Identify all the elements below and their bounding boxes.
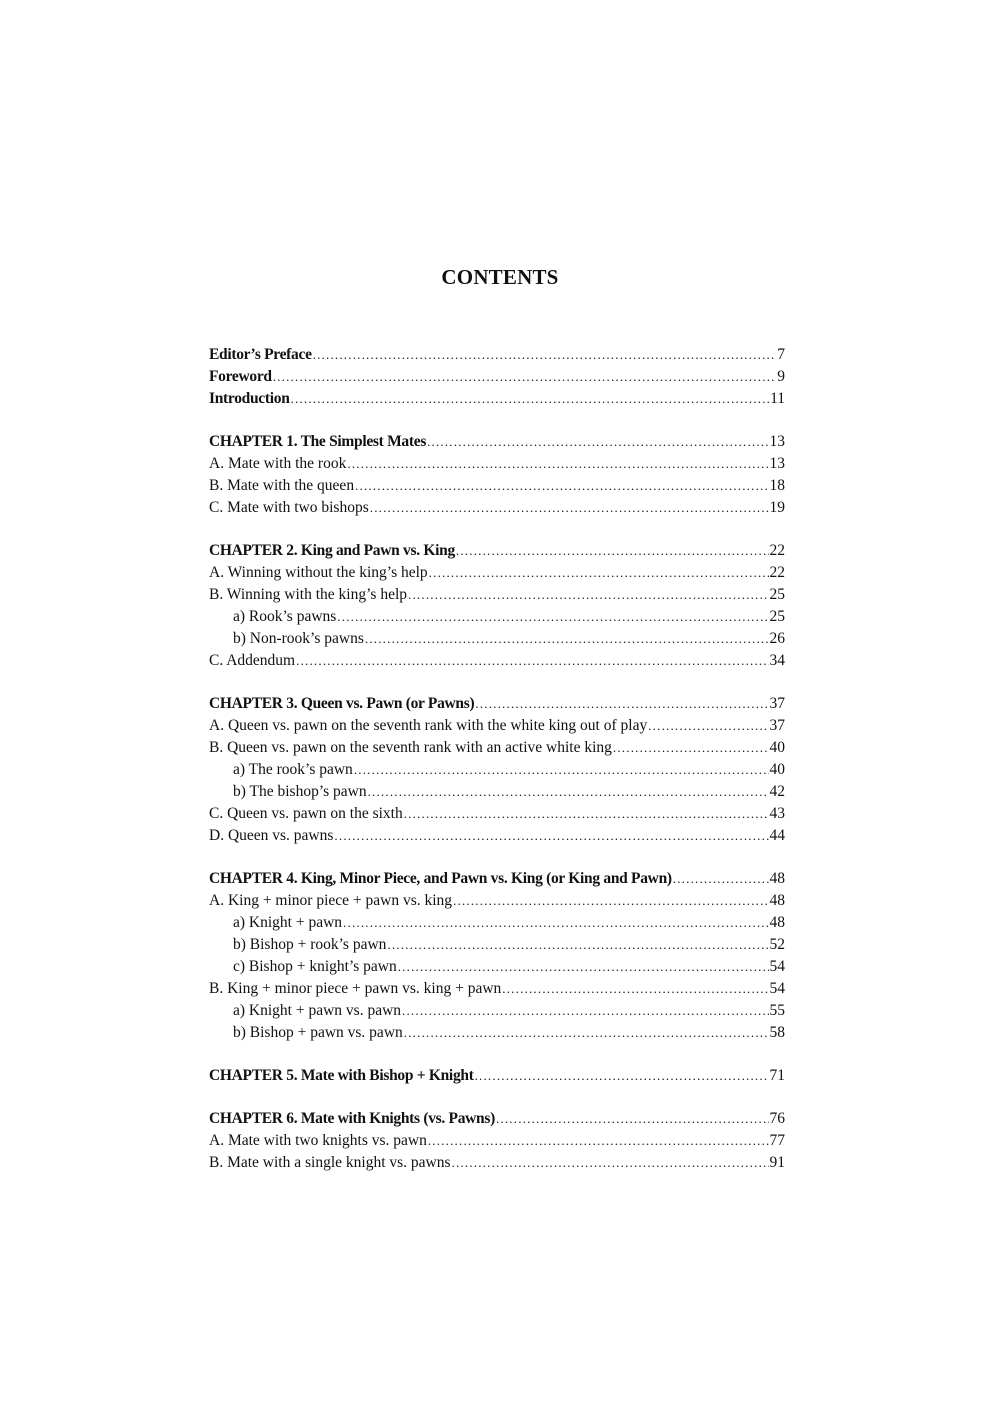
dot-leader [452, 1152, 769, 1174]
toc-page-number: 22 [769, 542, 785, 559]
toc-subsection-entry [209, 759, 785, 781]
toc-entry-label: B. King + minor piece + pawn vs. king + pawn [209, 980, 502, 997]
dot-leader [355, 475, 768, 497]
toc-entry-label: b) Non-rook’s pawns [233, 630, 364, 647]
toc-entry-label: C. Mate with two bishops [209, 499, 369, 516]
dot-leader [387, 934, 768, 956]
toc-section-entry [209, 475, 785, 497]
table-of-contents [209, 344, 785, 1174]
dot-leader [273, 366, 777, 388]
toc-section-entry [209, 825, 785, 847]
toc-entry-label: b) Bishop + rook’s pawn [233, 936, 387, 953]
toc-page-number: 43 [769, 805, 785, 822]
dot-leader [291, 388, 770, 410]
toc-entry-label: Foreword [209, 368, 272, 385]
dot-leader [404, 1022, 769, 1044]
toc-page-number: 9 [777, 368, 785, 385]
toc-entry-label: CHAPTER 4. King, Minor Piece, and Pawn vs. King (or King and Pawn) [209, 870, 672, 887]
toc-entry-label: B. Winning with the king’s help [209, 586, 408, 603]
toc-front-matter-entry [209, 366, 785, 388]
toc-section-entry [209, 584, 785, 606]
toc-page-number: 37 [769, 717, 785, 734]
toc-entry-label: A. Mate with two knights vs. pawn [209, 1132, 427, 1149]
dot-leader [337, 606, 768, 628]
toc-page-number: 7 [777, 346, 785, 363]
toc-page-number: 13 [769, 433, 785, 450]
toc-page-number: 26 [769, 630, 785, 647]
dot-leader [408, 584, 768, 606]
toc-page-number: 55 [769, 1002, 785, 1019]
dot-leader [296, 650, 768, 672]
toc-page-number: 44 [769, 827, 785, 844]
toc-entry-label: A. Queen vs. pawn on the seventh rank with the white king out of play [209, 717, 648, 734]
toc-entry-label: B. Mate with the queen [209, 477, 355, 494]
toc-page-number: 22 [769, 564, 785, 581]
toc-chapter-entry [209, 1065, 785, 1087]
dot-leader [453, 890, 768, 912]
toc-section-entry [209, 562, 785, 584]
toc-entry-label: a) The rook’s pawn [233, 761, 353, 778]
toc-section-entry [209, 737, 785, 759]
dot-leader [428, 1130, 769, 1152]
toc-page-number: 58 [769, 1024, 785, 1041]
toc-page-number: 91 [769, 1154, 785, 1171]
toc-subsection-entry [209, 606, 785, 628]
dot-leader [404, 803, 769, 825]
dot-leader [496, 1108, 769, 1130]
toc-entry-label: A. Mate with the rook [209, 455, 347, 472]
toc-entry-label: B. Queen vs. pawn on the seventh rank with an active white king [209, 739, 612, 756]
toc-front-matter-entry [209, 388, 785, 410]
dot-leader [648, 715, 768, 737]
toc-entry-label: CHAPTER 3. Queen vs. Pawn (or Pawns) [209, 695, 475, 712]
toc-entry-label: A. Winning without the king’s help [209, 564, 428, 581]
dot-leader [673, 868, 769, 890]
toc-page-number: 13 [769, 455, 785, 472]
toc-entry-label: a) Knight + pawn [233, 914, 343, 931]
toc-chapter-entry [209, 693, 785, 715]
toc-subsection-entry [209, 1022, 785, 1044]
toc-section-entry [209, 453, 785, 475]
toc-page-number: 54 [769, 958, 785, 975]
toc-section-entry [209, 890, 785, 912]
toc-subsection-entry [209, 628, 785, 650]
toc-entry-label: C. Queen vs. pawn on the sixth [209, 805, 403, 822]
toc-page-number: 40 [769, 761, 785, 778]
toc-section-entry [209, 1152, 785, 1174]
dot-leader [313, 344, 777, 366]
toc-page-number: 40 [769, 739, 785, 756]
toc-entry-label: CHAPTER 1. The Simplest Mates [209, 433, 427, 450]
dot-leader [429, 562, 769, 584]
dot-leader [475, 1065, 769, 1087]
toc-entry-label: A. King + minor piece + pawn vs. king [209, 892, 453, 909]
toc-entry-label: Editor’s Preface [209, 346, 312, 363]
toc-page-number: 25 [769, 586, 785, 603]
toc-page-number: 11 [770, 390, 785, 407]
toc-section-entry [209, 1130, 785, 1152]
toc-subsection-entry [209, 1000, 785, 1022]
toc-page-number: 37 [769, 695, 785, 712]
toc-entry-label: a) Knight + pawn vs. pawn [233, 1002, 402, 1019]
toc-page-number: 71 [769, 1067, 785, 1084]
toc-page-number: 48 [769, 892, 785, 909]
toc-page-number: 48 [769, 870, 785, 887]
toc-subsection-entry [209, 781, 785, 803]
toc-chapter-entry [209, 1108, 785, 1130]
toc-chapter-entry [209, 431, 785, 453]
toc-page-number: 19 [769, 499, 785, 516]
toc-section-entry [209, 978, 785, 1000]
toc-entry-label: CHAPTER 6. Mate with Knights (vs. Pawns) [209, 1110, 495, 1127]
toc-page-number: 18 [769, 477, 785, 494]
toc-chapter-entry [209, 868, 785, 890]
toc-entry-label: C. Addendum [209, 652, 296, 669]
toc-page-number: 52 [769, 936, 785, 953]
page-title: CONTENTS [441, 265, 559, 289]
toc-entry-label: b) The bishop’s pawn [233, 783, 367, 800]
toc-front-matter-entry [209, 344, 785, 366]
toc-section-entry [209, 497, 785, 519]
toc-entry-label: b) Bishop + pawn vs. pawn [233, 1024, 403, 1041]
toc-page-number: 76 [769, 1110, 785, 1127]
toc-page-number: 54 [769, 980, 785, 997]
dot-leader [456, 540, 769, 562]
toc-chapter-entry [209, 540, 785, 562]
toc-entry-label: CHAPTER 2. King and Pawn vs. King [209, 542, 455, 559]
toc-section-entry [209, 715, 785, 737]
toc-entry-label: B. Mate with a single knight vs. pawns [209, 1154, 451, 1171]
toc-subsection-entry [209, 934, 785, 956]
dot-leader [368, 781, 769, 803]
dot-leader [347, 453, 768, 475]
dot-leader [354, 759, 769, 781]
dot-leader [427, 431, 768, 453]
toc-page-number: 25 [769, 608, 785, 625]
toc-entry-label: a) Rook’s pawns [233, 608, 337, 625]
dot-leader [370, 497, 769, 519]
dot-leader [502, 978, 768, 1000]
dot-leader [365, 628, 769, 650]
dot-leader [343, 912, 768, 934]
toc-subsection-entry [209, 912, 785, 934]
toc-entry-label: CHAPTER 5. Mate with Bishop + Knight [209, 1067, 474, 1084]
toc-page-number: 48 [769, 914, 785, 931]
toc-entry-label: Introduction [209, 390, 290, 407]
toc-entry-label: c) Bishop + knight’s pawn [233, 958, 397, 975]
toc-page-number: 42 [769, 783, 785, 800]
dot-leader [475, 693, 768, 715]
toc-section-entry [209, 650, 785, 672]
dot-leader [334, 825, 768, 847]
dot-leader [398, 956, 769, 978]
dot-leader [613, 737, 769, 759]
toc-section-entry [209, 803, 785, 825]
toc-entry-label: D. Queen vs. pawns [209, 827, 334, 844]
toc-page-number: 77 [769, 1132, 785, 1149]
dot-leader [402, 1000, 768, 1022]
toc-subsection-entry [209, 956, 785, 978]
toc-page-number: 34 [769, 652, 785, 669]
